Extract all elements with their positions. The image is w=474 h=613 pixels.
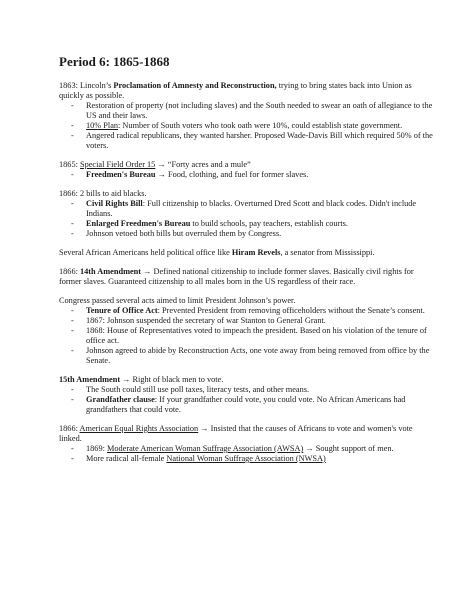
- bullet-dash: -: [71, 444, 74, 453]
- text: 1866:: [59, 424, 80, 433]
- bullet-text: : Full citizenship to blacks. Overturned Dred Scott and black codes. Didn't include Indians.: [86, 199, 417, 218]
- bullet-dash: -: [71, 131, 74, 140]
- bullet-item: [59, 316, 434, 326]
- text: 1865:: [59, 160, 80, 169]
- underlined-term: 10% Plan: [86, 121, 119, 130]
- bullet-dash: -: [71, 306, 74, 315]
- bullet-dash: -: [71, 101, 74, 110]
- bold-term: Civil Rights Bill: [86, 199, 143, 208]
- bullet-item: [59, 170, 434, 180]
- text: trying to bring states back into Union as quickly as possible.: [59, 81, 412, 100]
- text: → Defined national citizenship to include former slaves. Basically civil rights for former slaves. Guaranteed citizenship to all males born in the US regardless of their race.: [59, 267, 414, 286]
- text: 1869:: [86, 444, 107, 453]
- bullet-item: [59, 219, 434, 229]
- bullet-item: [59, 101, 434, 121]
- paragraph: [59, 160, 434, 170]
- bullet-item: [59, 454, 434, 464]
- bullet-dash: -: [71, 316, 74, 325]
- text: Several African Americans held political office like: [59, 248, 232, 257]
- paragraph: 1866: 2 bills to aid blacks.: [59, 189, 147, 198]
- bold-term: Freedmen's Bureau: [86, 170, 156, 179]
- paragraph: [59, 81, 434, 101]
- text: 1863: Lincoln’s: [59, 81, 114, 90]
- bullet-item: [59, 131, 434, 151]
- bullet-text: Johnson vetoed both bills but overruled them by Congress.: [86, 229, 282, 238]
- bullet-item: [59, 326, 434, 346]
- bold-term: 15th Amendment: [59, 375, 121, 384]
- bullet-item: [59, 346, 434, 366]
- bullet-dash: -: [71, 346, 74, 355]
- paragraph: [59, 248, 434, 258]
- section-1865-field-order: [59, 160, 434, 180]
- paragraph: [59, 375, 434, 385]
- bullet-text: to build schools, pay teachers, establish courts.: [190, 219, 348, 228]
- paragraph: [59, 424, 434, 444]
- bullet-item: [59, 306, 434, 316]
- text: , a senator from Mississippi.: [280, 248, 375, 257]
- bullet-item: [59, 395, 434, 415]
- text: → Right of black men to vote.: [120, 375, 224, 384]
- bullet-dash: -: [71, 395, 74, 404]
- underlined-term: American Equal Rights Association: [79, 424, 199, 433]
- bullet-text: 1868: House of Representatives voted to impeach the president. Based on his violation of the tenure of office act.: [86, 326, 427, 345]
- bullet-dash: -: [71, 454, 74, 463]
- text: More radical all-female: [86, 454, 167, 463]
- bullet-text: : Number of South voters who took oath were 10%, could establish state government.: [118, 121, 403, 130]
- underlined-term: Moderate American Woman Suffrage Association (AWSA): [106, 444, 304, 453]
- bullet-dash: -: [71, 199, 74, 208]
- bullet-item: [59, 444, 434, 454]
- bold-term: Proclamation of Amnesty and Reconstruction,: [113, 81, 277, 90]
- bullet-text: → Food, clothing, and fuel for former slaves.: [155, 170, 309, 179]
- section-1866-bills: [59, 189, 434, 239]
- bold-term: 14th Amendment: [79, 267, 142, 276]
- bullet-text: Johnson agreed to abide by Reconstruction Acts, one vote away from being removed from office by the Senate.: [86, 346, 430, 365]
- bullet-dash: -: [71, 326, 74, 335]
- bullet-text: : Prevented President from removing officeholders without the Senate’s consent.: [157, 306, 425, 315]
- bullet-item: [59, 121, 434, 131]
- text: → Insisted that the causes of Africans to vote and women's vote linked.: [59, 424, 413, 443]
- section-african-american-officials: [59, 248, 434, 258]
- bullet-dash: -: [71, 229, 74, 238]
- bullet-text: Restoration of property (not including slaves) and the South needed to swear an oath of allegiance to the US and their laws.: [86, 101, 433, 120]
- bullet-dash: -: [71, 385, 74, 394]
- bold-term: Tenure of Office Act: [86, 306, 158, 315]
- underlined-term: National Woman Suffrage Association (NWSA): [166, 454, 326, 463]
- bullet-text: Angered radical republicans, they wanted harsher. Proposed Wade-Davis Bill which required 50% of the voters.: [86, 131, 433, 150]
- bullet-text: : If your grandfather could vote, you could vote. No African Americans had grandfathers that could vote.: [86, 395, 406, 414]
- bullet-text: 1867: Johnson suspended the secretary of war Stanton to General Grant.: [86, 316, 326, 325]
- section-14th-amendment: [59, 267, 434, 287]
- bullet-dash: -: [71, 170, 74, 179]
- bullet-item: [59, 199, 434, 219]
- section-equal-rights-association: [59, 424, 434, 464]
- text: → “Forty acres and a mule”: [155, 160, 251, 169]
- bullet-item: [59, 229, 434, 239]
- paragraph: [59, 267, 434, 287]
- bullet-text: → Sought support of men.: [303, 444, 394, 453]
- bullet-dash: -: [71, 219, 74, 228]
- bullet-dash: -: [71, 121, 74, 130]
- section-15th-amendment: [59, 375, 434, 415]
- section-1863-proclamation: [59, 81, 434, 151]
- section-congress-acts: [59, 296, 434, 366]
- bold-term: Hiram Revels: [231, 248, 281, 257]
- bullet-text: The South could still use poll taxes, literacy tests, and other means.: [86, 385, 310, 394]
- text: 1866:: [59, 267, 80, 276]
- paragraph: Congress passed several acts aimed to limit President Johnson’s power.: [59, 296, 296, 305]
- bold-term: Enlarged Freedmen's Bureau: [86, 219, 191, 228]
- page-title: Period 6: 1865-1868: [59, 54, 170, 69]
- bold-term: Grandfather clause: [86, 395, 155, 404]
- underlined-term: Special Field Order 15: [79, 160, 156, 169]
- bullet-item: [59, 385, 434, 395]
